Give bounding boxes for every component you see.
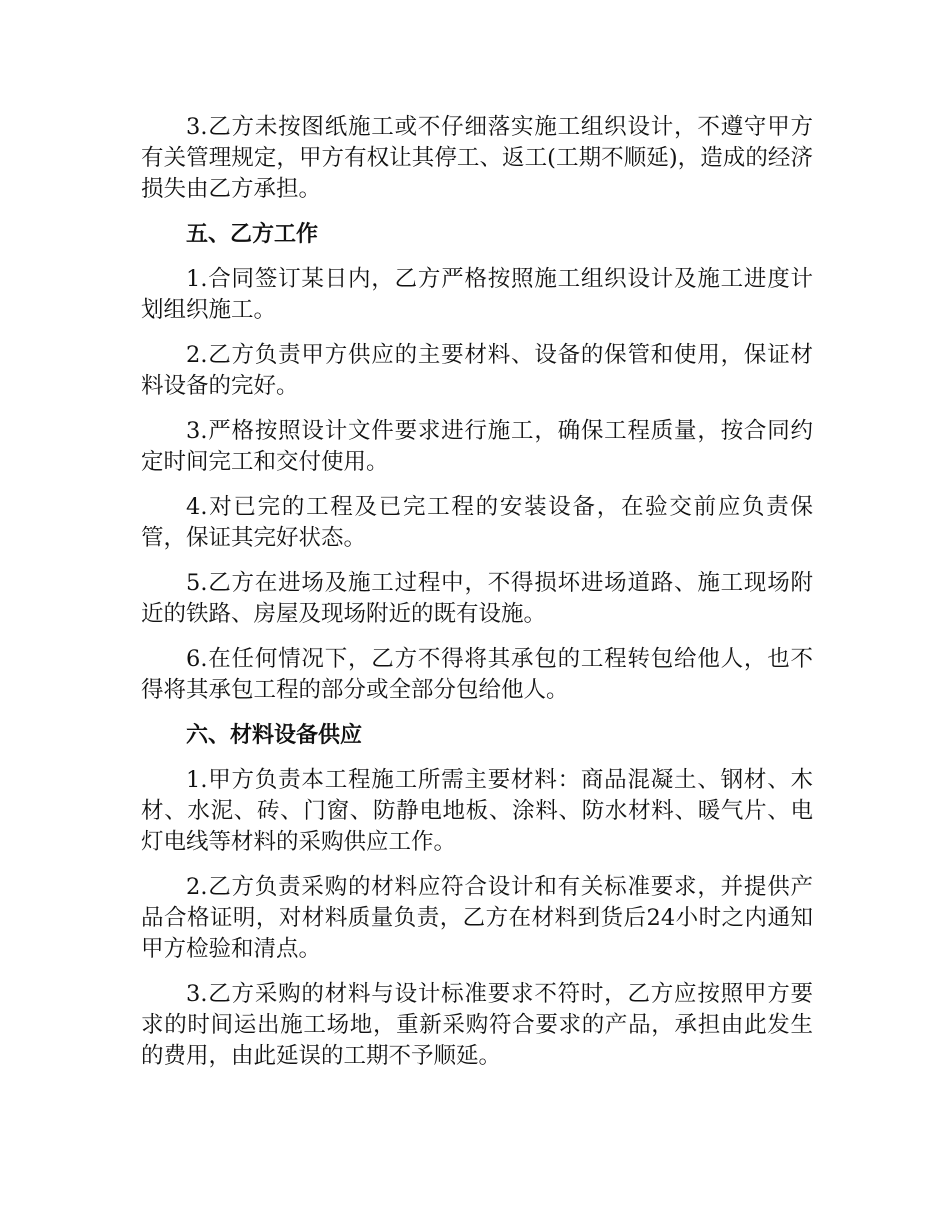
paragraph: 5.乙方在进场及施工过程中，不得损坏进场道路、施工现场附近的铁路、房屋及现场附近的既有设施。 [141, 570, 813, 627]
paragraph: 6.在任何情况下，乙方不得将其承包的工程转包给他人，也不得将其承包工程的部分或全部分包给他人。 [141, 646, 813, 703]
section-heading: 六、材料设备供应 [186, 723, 363, 748]
paragraph: 3.乙方采购的材料与设计标准要求不符时，乙方应按照甲方要求的时间运出施工场地，重新采购符合要求的产品，承担由此发生的费用，由此延误的工期不予顺延。 [141, 981, 813, 1069]
paragraph: 1.合同签订某日内，乙方严格按照施工组织设计及施工进度计划组织施工。 [141, 266, 813, 323]
paragraph: 2.乙方负责采购的材料应符合设计和有关标准要求，并提供产品合格证明，对材料质量负责，乙方在材料到货后24小时之内通知甲方检验和清点。 [141, 874, 813, 962]
paragraph: 2.乙方负责甲方供应的主要材料、设备的保管和使用，保证材料设备的完好。 [141, 342, 813, 399]
section-heading: 五、乙方工作 [186, 222, 319, 247]
paragraph: 3.乙方未按图纸施工或不仔细落实施工组织设计，不遵守甲方有关管理规定，甲方有权让其停工、返工(工期不顺延)，造成的经济损失由乙方承担。 [141, 114, 813, 202]
document-page [141, 112, 813, 1086]
paragraph: 1.甲方负责本工程施工所需主要材料：商品混凝土、钢材、木材、水泥、砖、门窗、防静电地板、涂料、防水材料、暖气片、电灯电线等材料的采购供应工作。 [141, 767, 813, 855]
paragraph: 3.严格按照设计文件要求进行施工，确保工程质量，按合同约定时间完工和交付使用。 [141, 418, 813, 475]
paragraph: 4.对已完的工程及已完工程的安装设备，在验交前应负责保管，保证其完好状态。 [141, 494, 813, 551]
